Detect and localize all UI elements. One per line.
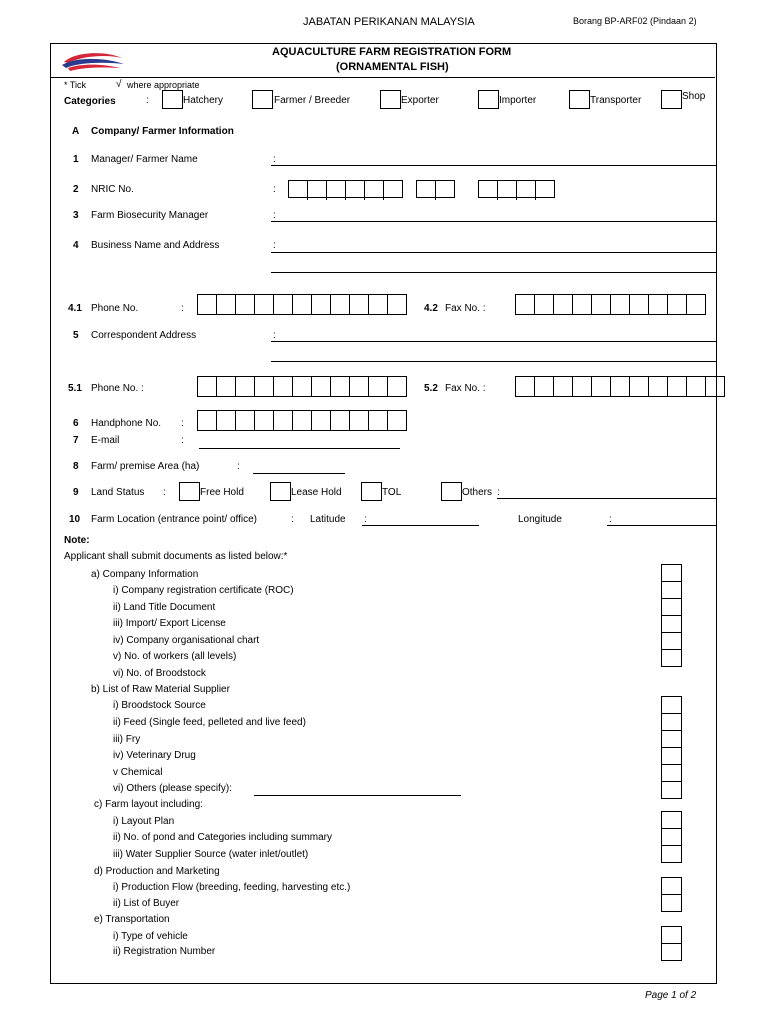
form-subtitle: (ORNAMENTAL FISH) xyxy=(336,61,449,73)
field-9-number: 9 xyxy=(73,487,79,498)
agency-logo xyxy=(60,48,126,74)
doc-item: iv) Company organisational chart xyxy=(113,635,260,646)
doc-item: vi) No. of Broodstock xyxy=(113,668,206,679)
doc-checklist-c[interactable] xyxy=(661,811,682,863)
correspondent-colon: : xyxy=(273,330,276,341)
note-intro: Applicant shall submit documents as listed below:* xyxy=(64,551,288,562)
category-farmer-checkbox[interactable] xyxy=(252,90,273,109)
category-transporter-label: Transporter xyxy=(590,95,642,106)
farm-location-colon: : xyxy=(291,514,294,525)
doc-item: iii) Water Supplier Source (water inlet/outlet) xyxy=(113,849,309,860)
form-code: Borang BP-ARF02 (Pindaan 2) xyxy=(573,16,697,26)
email-colon: : xyxy=(181,435,184,446)
biosecurity-manager-label: Farm Biosecurity Manager xyxy=(91,210,209,221)
doc-group-label: d) Production and Marketing xyxy=(94,866,220,877)
biosecurity-manager-input[interactable] xyxy=(271,221,717,222)
doc-group-label: b) List of Raw Material Supplier xyxy=(91,684,230,695)
field-4-1-number: 4.1 xyxy=(68,303,82,314)
longitude-input[interactable] xyxy=(607,525,717,526)
land-freehold-label: Free Hold xyxy=(200,487,244,498)
doc-item: ii) Registration Number xyxy=(113,946,216,957)
doc-item: v Chemical xyxy=(113,767,163,778)
longitude-colon: : xyxy=(609,514,612,525)
nric-part2-input[interactable] xyxy=(416,180,455,198)
phone-1-input[interactable] xyxy=(197,294,407,315)
business-address-input-1[interactable] xyxy=(271,252,717,253)
correspondent-address-label: Correspondent Address xyxy=(91,330,197,341)
doc-item: vi) Others (please specify): xyxy=(113,783,232,794)
agency-name: JABATAN PERIKANAN MALAYSIA xyxy=(303,16,475,28)
doc-item: v) No. of workers (all levels) xyxy=(113,651,237,662)
doc-group-label: c) Farm layout including: xyxy=(94,799,203,810)
handphone-label: Handphone No. xyxy=(91,418,162,429)
field-5-1-number: 5.1 xyxy=(68,383,82,394)
field-5-2-number: 5.2 xyxy=(424,383,438,394)
latitude-colon: : xyxy=(364,514,367,525)
category-shop-label: Shop xyxy=(682,91,706,102)
section-a-letter: A xyxy=(72,126,80,137)
note-title: Note: xyxy=(64,535,90,546)
categories-label: Categories xyxy=(64,96,116,107)
correspondent-address-input-2[interactable] xyxy=(271,361,717,362)
handphone-input[interactable] xyxy=(197,410,407,431)
field-5-number: 5 xyxy=(73,330,79,341)
manager-name-label: Manager/ Farmer Name xyxy=(91,154,198,165)
field-4-number: 4 xyxy=(73,240,79,251)
land-tol-label: TOL xyxy=(382,487,402,498)
land-others-label: Others xyxy=(462,487,493,498)
latitude-input[interactable] xyxy=(362,525,479,526)
doc-item: ii) Feed (Single feed, pelleted and live feed) xyxy=(113,717,306,728)
business-address-input-2[interactable] xyxy=(271,272,717,273)
field-8-number: 8 xyxy=(73,461,79,472)
phone-2-input[interactable] xyxy=(197,376,407,397)
doc-item: ii) No. of pond and Categories including summary xyxy=(113,832,332,843)
land-status-label: Land Status xyxy=(91,487,145,498)
business-address-label: Business Name and Address xyxy=(91,240,220,251)
form-title: AQUACULTURE FARM REGISTRATION FORM xyxy=(272,46,512,58)
farm-location-label: Farm Location (entrance point/ office) xyxy=(91,514,258,525)
doc-checklist-b[interactable] xyxy=(661,696,682,799)
latitude-label: Latitude xyxy=(310,514,346,525)
doc-item: i) Production Flow (breeding, feeding, harvesting etc.) xyxy=(113,882,351,893)
doc-item: i) Broodstock Source xyxy=(113,700,206,711)
land-freehold-checkbox[interactable] xyxy=(179,482,200,501)
category-exporter-checkbox[interactable] xyxy=(380,90,401,109)
category-exporter-label: Exporter xyxy=(401,95,439,106)
land-others-checkbox[interactable] xyxy=(441,482,462,501)
category-transporter-checkbox[interactable] xyxy=(569,90,590,109)
doc-group-label: a) Company Information xyxy=(91,569,199,580)
page-number: Page 1 of 2 xyxy=(645,990,697,1001)
land-tol-checkbox[interactable] xyxy=(361,482,382,501)
farm-area-label: Farm/ premise Area (ha) xyxy=(91,461,200,472)
doc-checklist-e[interactable] xyxy=(661,926,682,961)
land-leasehold-checkbox[interactable] xyxy=(270,482,291,501)
land-status-colon: : xyxy=(163,487,166,498)
business-address-colon: : xyxy=(273,240,276,251)
phone-1-label: Phone No. xyxy=(91,303,139,314)
handphone-colon: : xyxy=(181,418,184,429)
fax-1-label: Fax No. : xyxy=(445,303,486,314)
doc-item: iii) Import/ Export License xyxy=(113,618,226,629)
field-4-2-number: 4.2 xyxy=(424,303,438,314)
nric-colon: : xyxy=(273,184,276,195)
category-importer-label: Importer xyxy=(499,95,537,106)
email-input[interactable] xyxy=(199,448,400,449)
field-6-number: 6 xyxy=(73,418,79,429)
categories-colon: : xyxy=(146,95,149,106)
header-divider xyxy=(51,77,715,78)
category-farmer-label: Farmer / Breeder xyxy=(274,95,351,106)
doc-checklist-a[interactable] xyxy=(661,564,682,667)
manager-name-colon: : xyxy=(273,154,276,165)
category-hatchery-checkbox[interactable] xyxy=(162,90,183,109)
doc-item: ii) Land Title Document xyxy=(113,602,216,613)
fax-1-input[interactable] xyxy=(515,294,706,315)
phone-2-label: Phone No. : xyxy=(91,383,144,394)
correspondent-address-input-1[interactable] xyxy=(271,341,717,342)
doc-item: iii) Fry xyxy=(113,734,141,745)
tick-note-suffix: where appropriate xyxy=(127,80,200,90)
nric-part1-input[interactable] xyxy=(288,180,403,198)
phone-1-colon: : xyxy=(181,303,184,314)
land-leasehold-label: Lease Hold xyxy=(291,487,342,498)
tick-note: * Tick xyxy=(64,80,87,90)
field-1-number: 1 xyxy=(73,154,79,165)
nric-label: NRIC No. xyxy=(91,184,134,195)
email-label: E-mail xyxy=(91,435,120,446)
category-shop-checkbox[interactable] xyxy=(661,90,682,109)
fax-2-label: Fax No. : xyxy=(445,383,486,394)
doc-checklist-d[interactable] xyxy=(661,877,682,912)
section-a-title: Company/ Farmer Information xyxy=(91,126,234,137)
field-2-number: 2 xyxy=(73,184,79,195)
doc-item: i) Layout Plan xyxy=(113,816,175,827)
category-importer-checkbox[interactable] xyxy=(478,90,499,109)
land-others-input[interactable] xyxy=(497,498,717,499)
land-others-colon: : xyxy=(497,487,500,498)
tick-mark: √ xyxy=(116,79,122,90)
biosecurity-colon: : xyxy=(273,210,276,221)
doc-item: iv) Veterinary Drug xyxy=(113,750,196,761)
nric-part3-input[interactable] xyxy=(478,180,555,198)
farm-area-colon: : xyxy=(237,461,240,472)
field-3-number: 3 xyxy=(73,210,79,221)
field-10-number: 10 xyxy=(69,514,81,525)
doc-item: i) Type of vehicle xyxy=(113,931,188,942)
doc-group-label: e) Transportation xyxy=(94,914,170,925)
others-specify-input[interactable] xyxy=(254,795,461,796)
category-hatchery-label: Hatchery xyxy=(183,95,224,106)
field-7-number: 7 xyxy=(73,435,79,446)
manager-name-input[interactable] xyxy=(271,165,717,166)
fax-2-input[interactable] xyxy=(515,376,725,397)
farm-area-input[interactable] xyxy=(253,473,345,474)
doc-item: i) Company registration certificate (ROC) xyxy=(113,585,294,596)
longitude-label: Longitude xyxy=(518,514,562,525)
doc-item: ii) List of Buyer xyxy=(113,898,180,909)
